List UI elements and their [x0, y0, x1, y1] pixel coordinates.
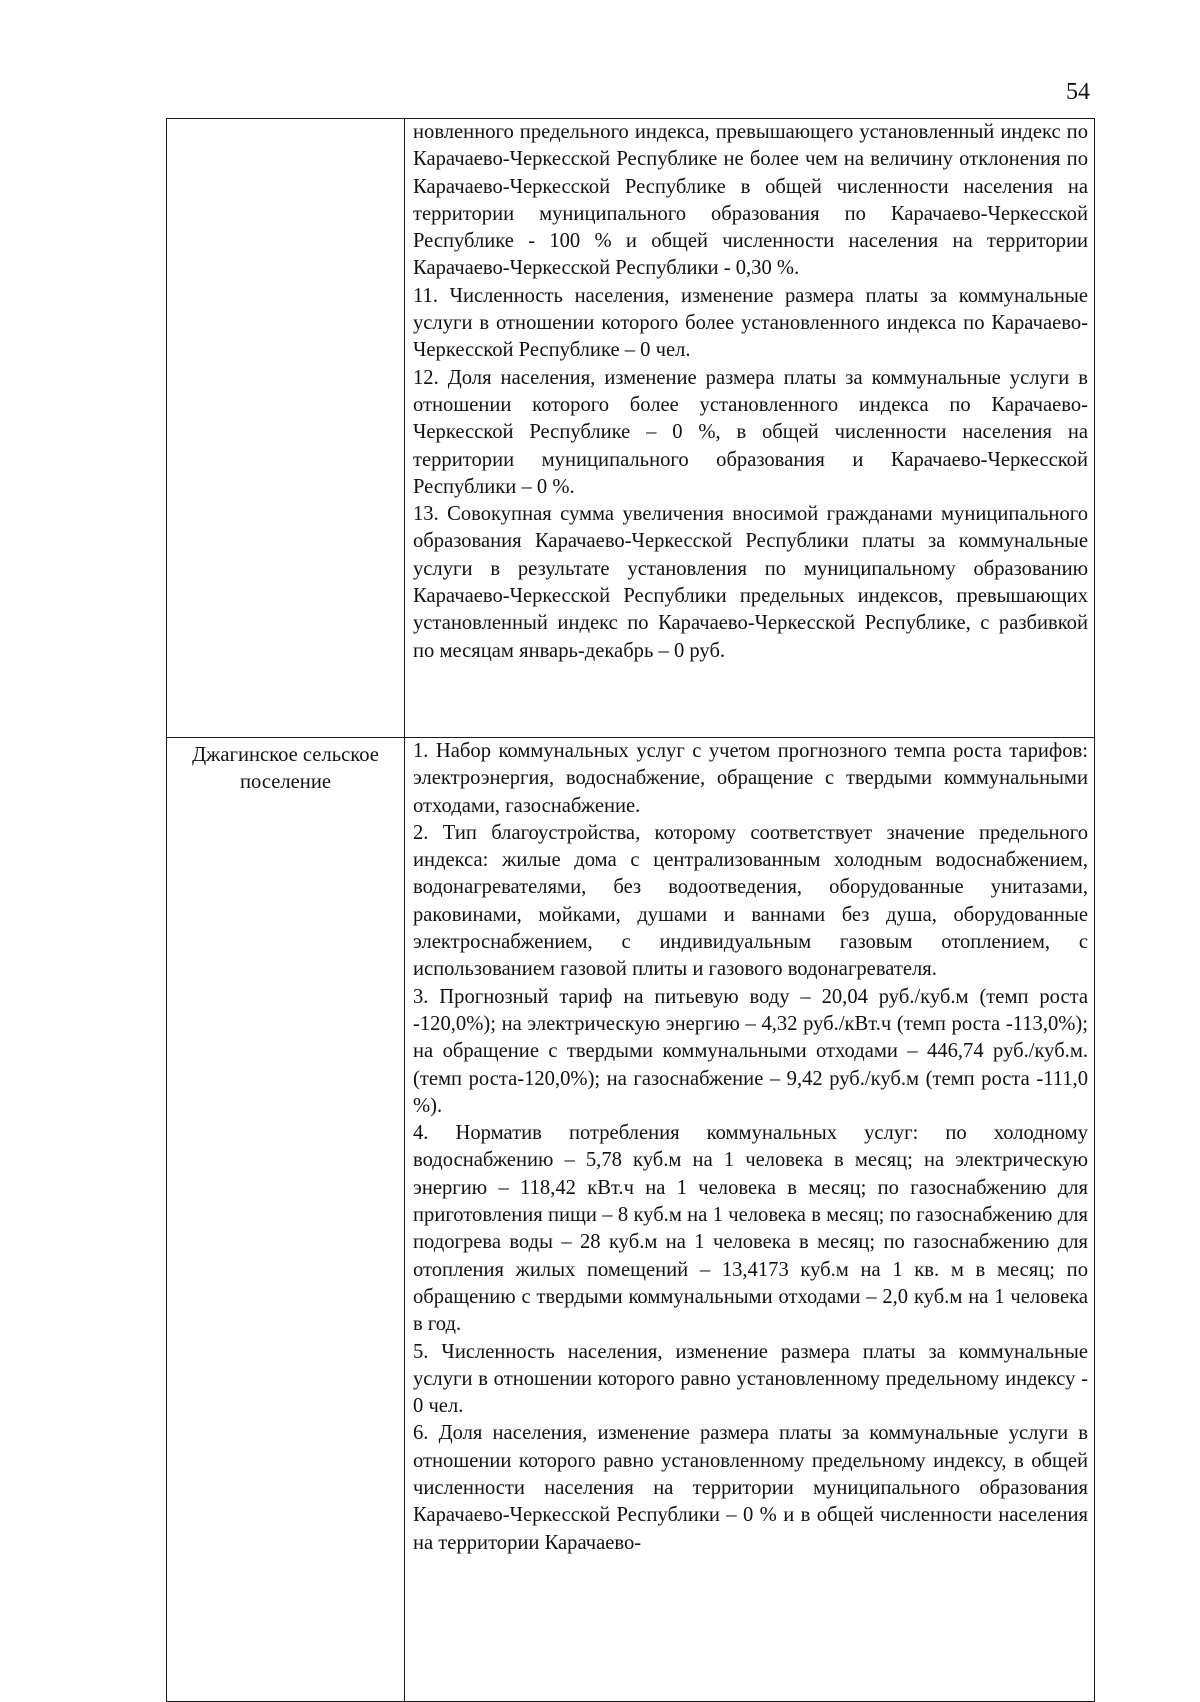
paragraph: 5. Численность населения, изменение размера платы за коммунальные услуги в отношении которого равно установленному предельному индексу - 0 чел. [413, 1340, 1088, 1418]
table-row [167, 738, 1095, 1702]
indices-table [166, 118, 1095, 1702]
paragraph: 4. Норматив потребления коммунальных услуг: по холодному водоснабжению – 5,78 куб.м на 1 человека в месяц; на электрическую энергию – 118,42 кВт.ч на 1 человека в месяц; по газоснабжению для приготовления пищи – 8 куб.м на 1 человека в месяц; по газоснабжению для подогрева воды – 28 куб.м на 1 человека в месяц; по газоснабжению для отопления жилых помещений – 13,4173 куб.м на 1 кв. м в месяц; по обращению с твердыми коммунальными отходами – 2,0 куб.м на 1 человека в год. [413, 1122, 1088, 1336]
paragraph: 13. Совокупная сумма увеличения вносимой гражданами муниципального образования Карачаево-Черкесской Республики платы за коммунальные услуги в результате установления по муниципальному образованию Карачаево-Черкесской Республики предельных индексов, превышающих установленный индекс по Карачаево-Черкесской Республике, с разбивкой по месяцам январь-декабрь – 0 руб. [413, 503, 1088, 662]
paragraph: 12. Доля населения, изменение размера платы за коммунальные услуги в отношении которого более установленного индекса по Карачаево-Черкесской Республике – 0 %, в общей численности населения на территории муниципального образования и Карачаево-Черкесской Республики – 0 %. [413, 366, 1088, 498]
settlement-cell [167, 119, 405, 738]
paragraph: 6. Доля населения, изменение размера платы за коммунальные услуги в отношении которого равно установленному предельному индексу, в общей численности населения на территории муниципального образования Карачаево-Черкесской Республики – 0 % и в общей численности населения на территории Карачаево- [413, 1422, 1088, 1554]
page-number: 54 [1066, 79, 1090, 105]
settlement-cell: Джагинское сельское поселение [167, 738, 405, 1702]
table-row [167, 119, 1095, 738]
paragraph: 3. Прогнозный тариф на питьевую воду – 20,04 руб./куб.м (темп роста -120,0%); на электрическую энергию – 4,32 руб./кВт.ч (темп роста -113,0%); на обращение с твердыми коммунальными отходами – 446,74 руб./куб.м. (темп роста-120,0%); на газоснабжение – 9,42 руб./куб.м (темп роста -111,0 %). [413, 985, 1088, 1117]
paragraph: 11. Численность населения, изменение размера платы за коммунальные услуги в отношении которого более установленного индекса по Карачаево-Черкесской Республике – 0 чел. [413, 284, 1088, 362]
description-cell [405, 119, 1095, 738]
paragraph: 1. Набор коммунальных услуг с учетом прогнозного темпа роста тарифов: электроэнергия, водоснабжение, обращение с твердыми коммунальными отходами, газоснабжение. [413, 740, 1088, 817]
paragraph: новленного предельного индекса, превышающего установленный индекс по Карачаево-Черкесской Республике не более чем на величину отклонения по Карачаево-Черкесской Республике в общей численности населения на территории муниципального образования по Карачаево-Черкесской Республике - 100 % и общей численности населения на территории Карачаево-Черкесской Республики - 0,30 %. [413, 121, 1088, 280]
paragraph: 2. Тип благоустройства, которому соответствует значение предельного индекса: жилые дома с централизованным холодным водоснабжением, водонагревателями, без водоотведения, оборудованные унитазами, раковинами, мойками, душами и ваннами без душа, оборудованные электроснабжением, с индивидуальным газовым отоплением, с использованием газовой плиты и газового водонагревателя. [413, 821, 1088, 981]
description-cell [405, 738, 1095, 1702]
